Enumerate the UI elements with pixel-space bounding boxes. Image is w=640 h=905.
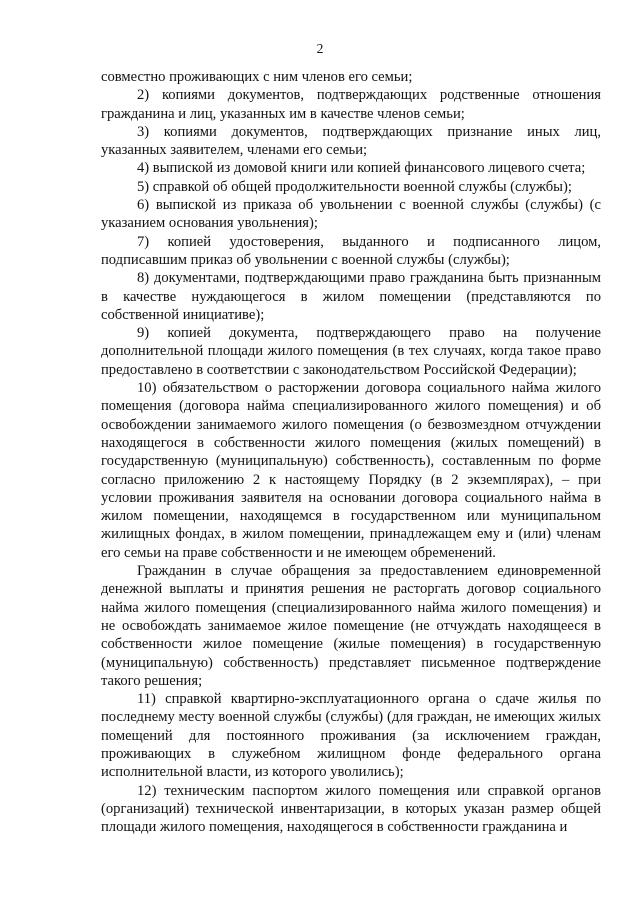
list-item-8: 8) документами, подтверждающими право гражданина быть признанным в качестве нуждающегося в жилом помещении (представляются по собственной инициативе); [101, 270, 601, 323]
list-item-12: 12) техническим паспортом жилого помещения или справкой органов (организаций) технической инвентаризации, в которых указан размер общей площади жилого помещения, находящегося в собственности гражданина и [101, 782, 601, 836]
document-body [101, 68, 601, 836]
list-item-6: 6) выпиской из приказа об увольнении с военной службы (службы) (с указанием основания увольнения); [101, 197, 601, 232]
page-number: 2 [316, 41, 324, 56]
list-item-9: 9) копией документа, подтверждающего право на получение дополнительной площади жилого помещения (в тех случаях, когда такое право предоставлено в соответствии с законодательством Российской Федерации); [101, 325, 601, 378]
list-item-4: 4) выпиской из домовой книги или копией финансового лицевого счета; [137, 160, 586, 177]
list-item-7: 7) копией удостоверения, выданного и подписанного лицом, подписавшим приказ об увольнении с военной службы (службы); [101, 233, 601, 268]
list-item-5: 5) справкой об общей продолжительности военной службы (службы); [137, 178, 572, 195]
list-item-2: 2) копиями документов, подтверждающих родственные отношения гражданина и лиц, указанных им в качестве членов семьи; [101, 87, 601, 122]
list-item-11: 11) справкой квартирно-эксплуатационного органа о сдаче жилья по последнему месту военной службы (службы) (для граждан, не имеющих жилых помещений для постоянного проживания (за исключением граждан, проживающих в служебном жилищном фонде федерального органа исполнительной власти, из которого уволились); [101, 691, 601, 781]
paragraph-citizen-decision: Гражданин в случае обращения за предоставлением единовременной денежной выплаты и принятия решения не расторгать договор социального найма жилого помещения (специализированного найма жилого помещения) и не освобождать занимаемое жилое помещение (не отчуждать находящееся в собственности жилое помещение (жилые помещения) в государственную (муниципальную) собственность) представляет письменное подтверждение такого решения; [101, 563, 601, 689]
list-item-10: 10) обязательством о расторжении договора социального найма жилого помещения (договора найма специализированного жилого помещения) и об освобождении занимаемого жилого помещения (о безвозмездном отчуждении находящегося в собственности жилого помещения (жилых помещений) в государственную (муниципальную) собственность), составленным по форме согласно приложению 2 к настоящему Порядку (в 2 экземплярах), – при условии проживания заявителя на основании договора социального найма в жилом помещении, находящемся в государственном или муниципальном жилищных фондах, в жилом помещении, принадлежащем ему и (или) членам его семьи на праве собственности и не имеющем обременений. [101, 380, 601, 561]
list-item-3: 3) копиями документов, подтверждающих признание иных лиц, указанных заявителем, членами его семьи; [101, 123, 601, 159]
paragraph-continuation: совместно проживающих с ним членов его семьи; [101, 69, 413, 85]
